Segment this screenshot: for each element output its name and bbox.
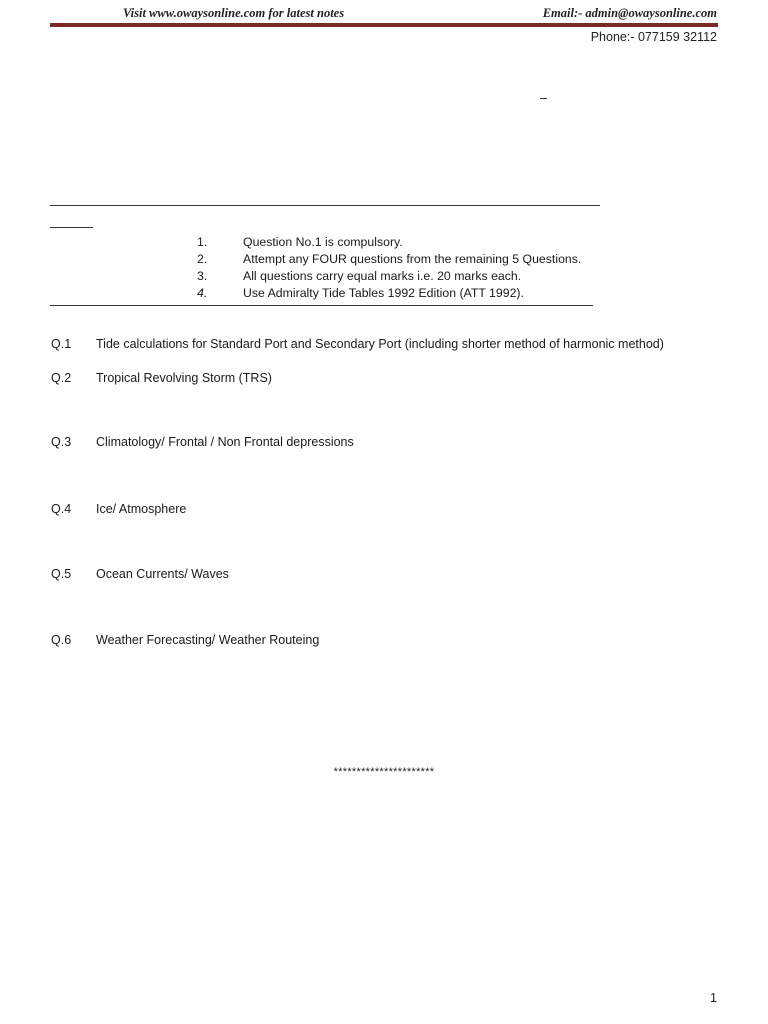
stray-dash-mark [540, 98, 547, 99]
question-number: Q.2 [51, 371, 72, 385]
instruction-item [0, 234, 768, 251]
instruction-text: Use Admiralty Tide Tables 1992 Edition (ATT 1992). [243, 286, 524, 300]
header-website-text: Visit www.owaysonline.com for latest notes [123, 6, 345, 20]
instruction-text: Attempt any FOUR questions from the remaining 5 Questions. [243, 252, 582, 266]
header-divider [50, 23, 718, 27]
question-text: Tide calculations for Standard Port and Secondary Port (including shorter method of harmonic method) [96, 337, 664, 351]
header-phone-text: Phone:- 077159 32112 [590, 30, 717, 44]
question-text: Climatology/ Frontal / Non Frontal depressions [96, 435, 354, 449]
instruction-item [0, 251, 768, 268]
instruction-number: 4. [197, 286, 208, 300]
end-of-paper-marker: ********************** [333, 766, 435, 778]
question-text: Ocean Currents/ Waves [96, 567, 229, 581]
question-number: Q.5 [51, 567, 72, 581]
question-text: Tropical Revolving Storm (TRS) [96, 371, 272, 385]
instruction-number: 2. [197, 252, 208, 266]
instructions-bottom-rule [50, 305, 593, 306]
instructions-short-rule [50, 227, 93, 228]
question-number: Q.4 [51, 502, 72, 516]
instruction-number: 1. [197, 235, 208, 249]
question-number: Q.1 [51, 337, 72, 351]
question-number: Q.3 [51, 435, 72, 449]
header-email-text: Email:- admin@owaysonline.com [542, 6, 717, 20]
instructions-list [0, 234, 768, 302]
page-number: 1 [710, 991, 717, 1005]
instruction-item [0, 268, 768, 285]
instruction-text: Question No.1 is compulsory. [243, 235, 403, 249]
instruction-item [0, 285, 768, 302]
instruction-text: All questions carry equal marks i.e. 20 marks each. [243, 269, 522, 283]
instructions-top-rule [50, 205, 600, 206]
question-text: Weather Forecasting/ Weather Routeing [96, 633, 320, 647]
instruction-number: 3. [197, 269, 208, 283]
question-text: Ice/ Atmosphere [96, 502, 187, 516]
question-number: Q.6 [51, 633, 72, 647]
